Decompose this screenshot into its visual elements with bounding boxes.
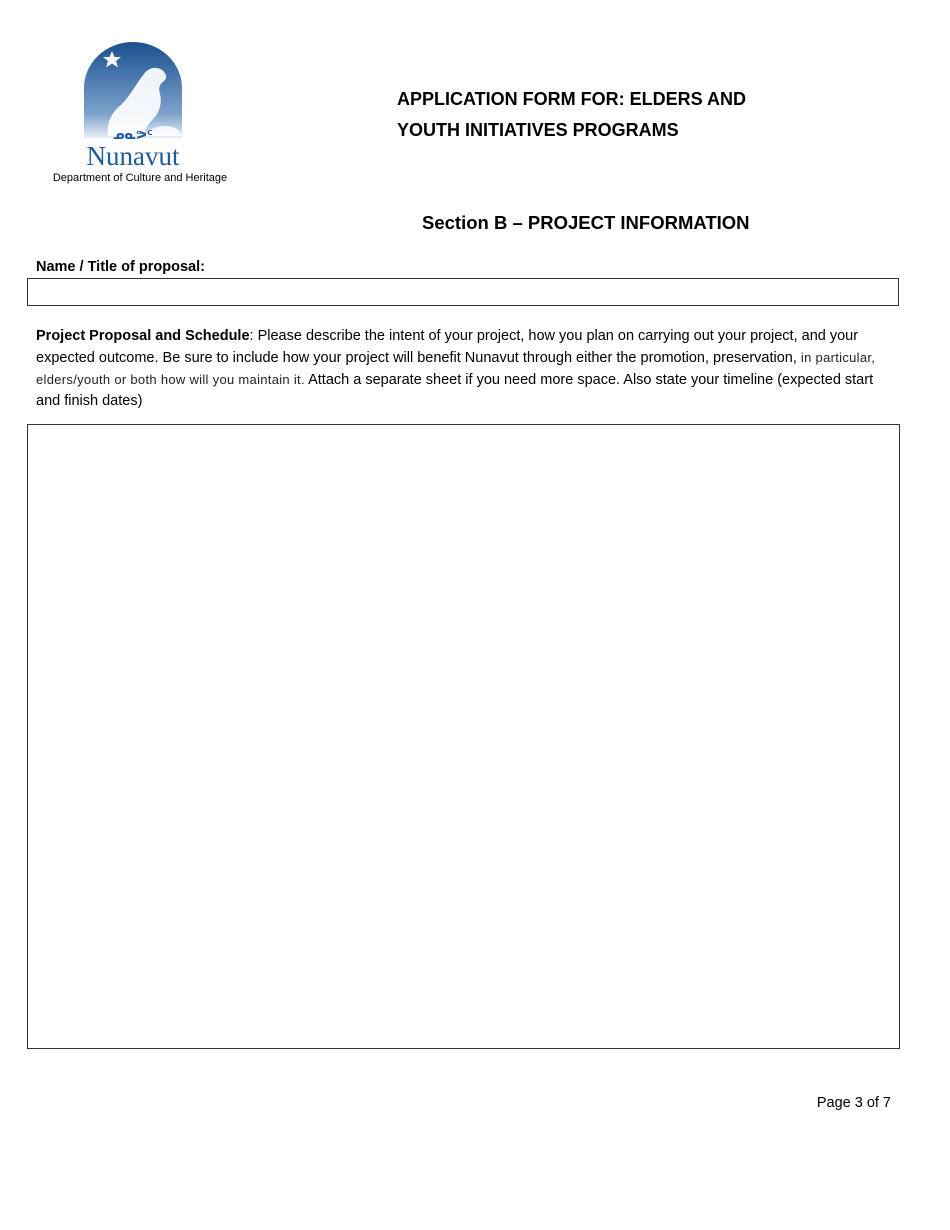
proposal-name-field[interactable] (27, 278, 899, 306)
proposal-instructions-text-1: : Please describe the intent of your project, how you plan on carrying out your project, and your expected outcome. Be sure to include how your project will benefit Nunavut through either the promotion, preservation, (36, 328, 859, 366)
proposal-name-label: Name / Title of proposal: (36, 259, 205, 275)
page-number: Page 3 of 7 (816, 1095, 891, 1111)
form-title-line-2: YOUTH INITIATIVES PROGRAMS (397, 120, 679, 140)
logo-wordmark: Nunavut (86, 141, 180, 168)
proposal-description-field[interactable] (27, 424, 900, 1049)
nunavut-logo (78, 40, 188, 168)
form-title (397, 84, 857, 146)
svg-text:ᓄᓇᕗᑦ: ᓄᓇᕗᑦ (113, 128, 153, 142)
proposal-instructions-lead: Project Proposal and Schedule (36, 328, 250, 344)
proposal-instructions-text-3: Attach a separate sheet if you need more space. Also state your timeline (expected start and finish dates) (36, 372, 874, 409)
proposal-instructions (36, 326, 876, 412)
polar-bear-emblem (78, 40, 188, 168)
section-title: Section B – PROJECT INFORMATION (422, 212, 750, 233)
form-title-line-1: APPLICATION FORM FOR: ELDERS AND (397, 89, 746, 109)
proposal-instructions-text-2: in particular, elders/youth or both how will you maintain it. (36, 350, 876, 387)
department-caption: Department of Culture and Heritage (52, 172, 228, 184)
